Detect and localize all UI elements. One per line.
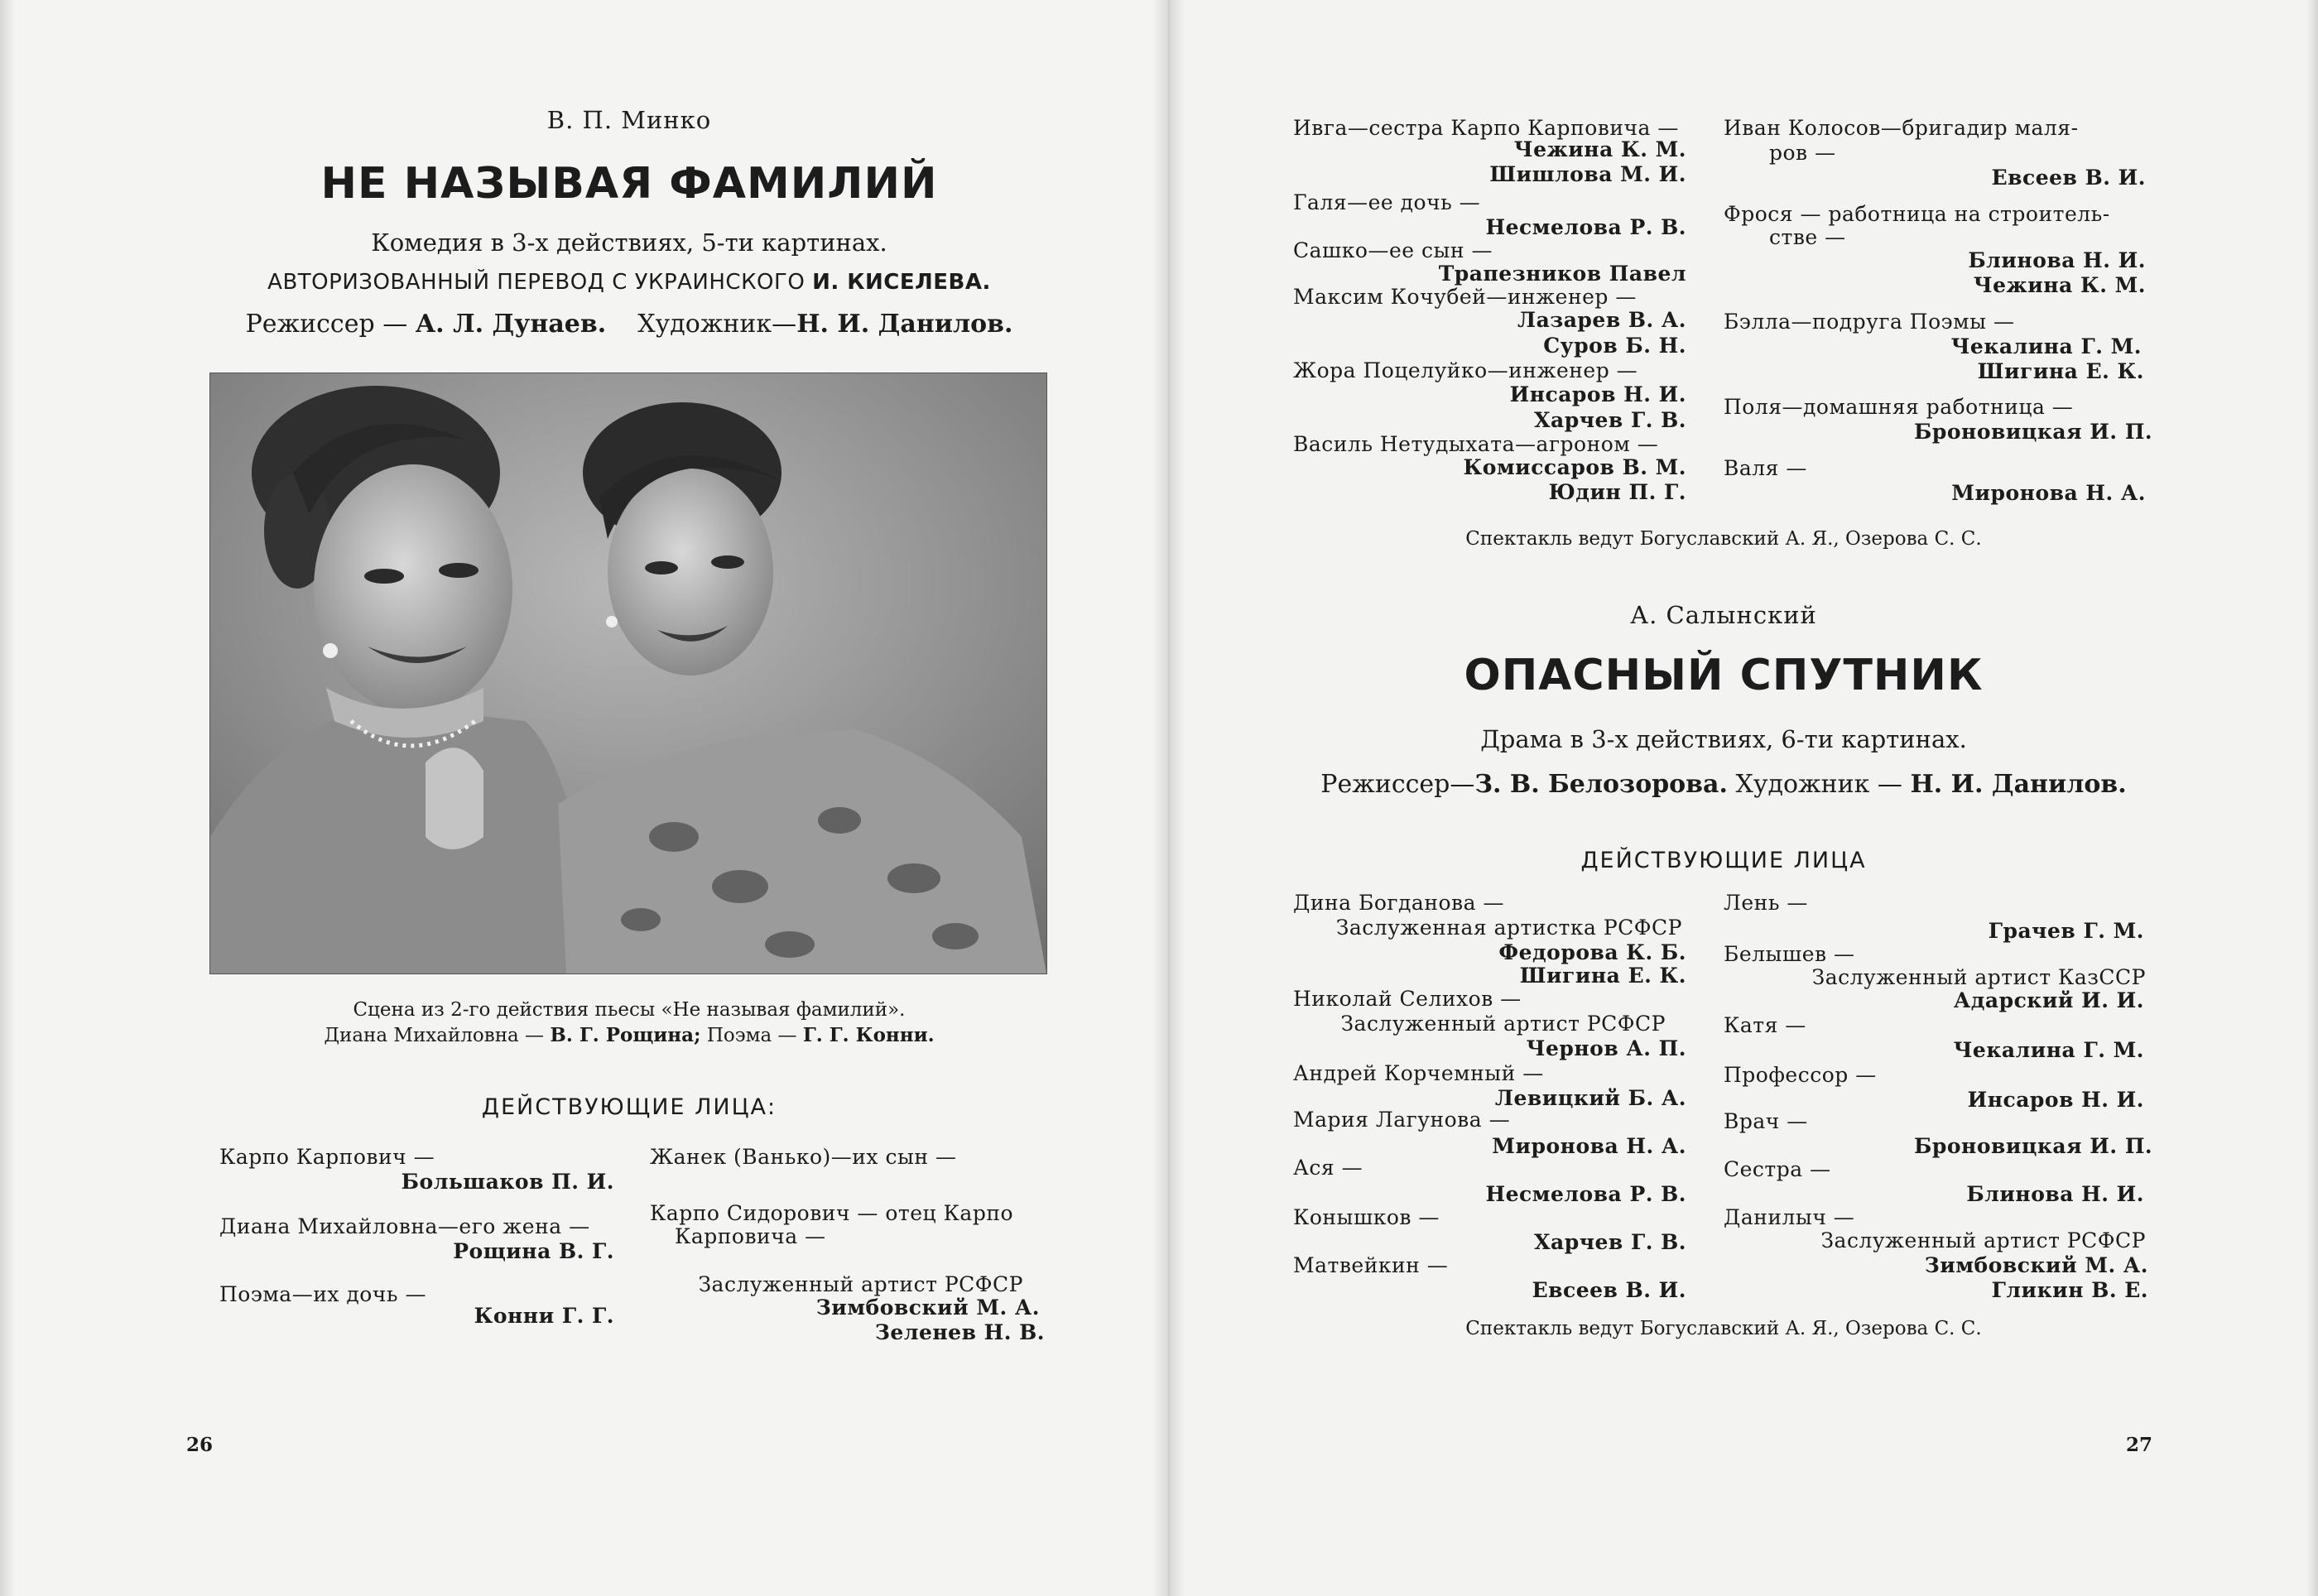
cast-role: Профессор — (1724, 1063, 1877, 1087)
caption-role-2: Поэма — (706, 1025, 797, 1046)
cast-actor: Федорова К. Б. (1498, 940, 1686, 964)
cast-role: Валя — (1724, 456, 1807, 480)
cast-role: Белышев — (1724, 942, 1855, 966)
play2-credits (1169, 770, 2278, 799)
cast-role: Карповича — (675, 1224, 826, 1248)
play2-author: А. Салынский (1630, 601, 1817, 629)
cast-actor: Инсаров Н. И. (1967, 1088, 2144, 1112)
cast-actor: Чежина К. М. (1973, 273, 2146, 297)
cast-honor: Заслуженный артист КазССР (1811, 965, 2146, 989)
cast-role: Жора Поцелуйко—инженер — (1293, 358, 1638, 382)
cast-actor: Шишлова М. И. (1489, 162, 1686, 186)
cast-actor: Блинова Н. И. (1968, 248, 2146, 272)
cast-role: Сестра — (1724, 1157, 1831, 1181)
cast-actor: Трапезников Павел (1438, 262, 1686, 286)
cast-role: Карпо Карпович — (219, 1145, 435, 1169)
cast-actor: Левицкий Б. А. (1494, 1086, 1686, 1110)
cast-actor: Несмелова Р. В. (1485, 215, 1686, 239)
scene-photo (209, 373, 1047, 974)
play1-cast-heading: ДЕЙСТВУЮЩИЕ ЛИЦА: (481, 1094, 777, 1120)
play2-title: ОПАСНЫЙ СПУТНИК (1464, 651, 1984, 700)
cast-role: Ася — (1293, 1156, 1363, 1180)
director-name: З. В. Белозорова. (1474, 770, 1728, 799)
cast-actor: Зимбовский М. А. (1924, 1253, 2148, 1277)
photo-caption-line2 (0, 1024, 1258, 1046)
cast-honor: Заслуженная артистка РСФСР (1335, 916, 1682, 940)
cast-actor: Миронова Н. А. (1492, 1134, 1686, 1158)
cast-honor: Заслуженный артист РСФСР (1820, 1228, 2146, 1252)
director-label: Режиссер — (245, 310, 408, 339)
cast-role: Катя — (1724, 1013, 1806, 1037)
cast-honor: Заслуженный артист РСФСР (698, 1272, 1023, 1296)
cast-actor: Большаков П. И. (401, 1170, 614, 1194)
page-number-right: 27 (2126, 1434, 2153, 1456)
cast-role: Дина Богданова — (1293, 891, 1504, 915)
cast-actor: Конни Г. Г. (474, 1304, 614, 1328)
cast-role: Карпо Сидорович — отец Карпо (650, 1201, 1014, 1225)
right-page (1169, 0, 2318, 1596)
cast-actor: Миронова Н. А. (1951, 481, 2146, 505)
cast-role: Диана Михайловна—его жена — (219, 1214, 590, 1238)
cast-honor: Заслуженный артист РСФСР (1340, 1012, 1666, 1036)
cast-actor: Харчев Г. В. (1534, 408, 1686, 432)
cast-actor: Зимбовский М. А. (815, 1296, 1040, 1320)
translator-name: И. КИСЕЛЕВА. (812, 270, 991, 295)
cast-role: Поэма—их дочь — (219, 1282, 426, 1306)
cast-role: Иван Колосов—бригадир маля- (1724, 116, 2079, 140)
cast-actor: Гликин В. Е. (1991, 1278, 2148, 1302)
cast-actor: Комиссаров В. М. (1463, 455, 1686, 479)
cast-actor: Инсаров Н. И. (1509, 382, 1686, 406)
play1-translation (0, 270, 1258, 295)
cast-role: Поля—домашняя работница — (1724, 395, 2074, 419)
cast-role: Бэлла—подруга Поэмы — (1724, 310, 2015, 334)
cast-role: Андрей Корчемный — (1293, 1061, 1544, 1085)
cast-actor: Суров Б. Н. (1543, 334, 1686, 358)
caption-actor-2: Г. Г. Конни. (802, 1024, 935, 1046)
caption-actor-1: В. Г. Рощина; (550, 1024, 701, 1046)
cast-actor: Адарский И. И. (1953, 988, 2144, 1012)
artist-name: Н. И. Данилов. (1910, 770, 2127, 799)
cast-actor: Евсеев В. И. (1532, 1278, 1686, 1302)
stage-managers-2: Спектакль ведут Богуславский А. Я., Озерова С. С. (1465, 1318, 1982, 1339)
cast-actor: Грачев Г. М. (1988, 919, 2144, 943)
cast-role: Конышков — (1293, 1205, 1440, 1229)
cast-actor: Чекалина Г. М. (1950, 334, 2142, 358)
cast-actor: Лазарев В. А. (1517, 308, 1686, 332)
play2-subtitle: Драма в 3-х действиях, 6-ти картинах. (1480, 725, 1967, 753)
cast-role: стве — (1769, 225, 1846, 249)
cast-role: Ивга—сестра Карпо Карповича — (1293, 116, 1679, 140)
cast-role: Максим Кочубей—инженер — (1293, 285, 1637, 309)
director-name: А. Л. Дунаев. (415, 310, 607, 339)
cast-role: Врач — (1724, 1109, 1808, 1133)
stage-managers-1: Спектакль ведут Богуславский А. Я., Озерова С. С. (1465, 528, 1982, 550)
cast-actor: Юдин П. Г. (1548, 480, 1686, 504)
director-label: Режиссер— (1320, 770, 1475, 799)
cast-actor: Несмелова Р. В. (1485, 1182, 1686, 1206)
cast-actor: Рощина В. Г. (453, 1239, 614, 1263)
cast-actor: Чернов А. П. (1526, 1036, 1686, 1060)
cast-role: Николай Селихов — (1293, 987, 1522, 1011)
caption-role-1: Диана Михайловна — (324, 1025, 545, 1046)
play2-cast-heading: ДЕЙСТВУЮЩИЕ ЛИЦА (1580, 848, 1867, 873)
cast-actor: Шигина Е. К. (1519, 964, 1686, 988)
page-edge-shadow (2306, 0, 2318, 1596)
cast-actor: Броновицкая И. П. (1914, 1134, 2153, 1158)
cast-role: Жанек (Ванько)—их сын — (650, 1145, 957, 1169)
cast-role: Матвейкин — (1293, 1253, 1449, 1277)
cast-role: Галя—ее дочь — (1293, 190, 1481, 214)
cast-actor: Шигина Е. К. (1977, 359, 2144, 383)
artist-name: Н. И. Данилов. (796, 310, 1013, 339)
cast-actor: Евсеев В. И. (1991, 166, 2146, 190)
cast-role: Данилыч — (1724, 1205, 1855, 1229)
photo-caption-line1: Сцена из 2-го действия пьесы «Не называя фамилий». (353, 999, 906, 1021)
artist-label: Художник— (637, 310, 797, 339)
book-gutter (1152, 0, 1185, 1596)
cast-role: Лень — (1724, 891, 1808, 915)
cast-role: Сашко—ее сын — (1293, 238, 1493, 262)
cast-role: ров — (1769, 141, 1836, 165)
play1-title: НЕ НАЗЫВАЯ ФАМИЛИЙ (320, 159, 938, 209)
cast-role: Фрося — работница на строитель- (1724, 202, 2110, 226)
play1-subtitle: Комедия в 3-х действиях, 5-ти картинах. (371, 228, 887, 257)
cast-role: Мария Лагунова — (1293, 1108, 1511, 1132)
page-number-left: 26 (186, 1434, 214, 1456)
artist-label: Художник — (1735, 770, 1902, 799)
play1-author: В. П. Минко (546, 106, 712, 134)
cast-actor: Зеленев Н. В. (874, 1320, 1045, 1344)
translation-prefix: АВТОРИЗОВАННЫЙ ПЕРЕВОД С УКРАИНСКОГО (267, 270, 806, 295)
cast-actor: Броновицкая И. П. (1914, 420, 2153, 444)
play1-credits (0, 310, 1258, 339)
cast-actor: Блинова Н. И. (1966, 1182, 2144, 1206)
scene-photo-image (210, 373, 1046, 973)
cast-actor: Чекалина Г. М. (1953, 1038, 2144, 1062)
cast-role: Василь Нетудыхата—агроном — (1293, 432, 1659, 456)
cast-actor: Харчев Г. В. (1534, 1230, 1686, 1254)
cast-actor: Чежина К. М. (1513, 137, 1686, 161)
